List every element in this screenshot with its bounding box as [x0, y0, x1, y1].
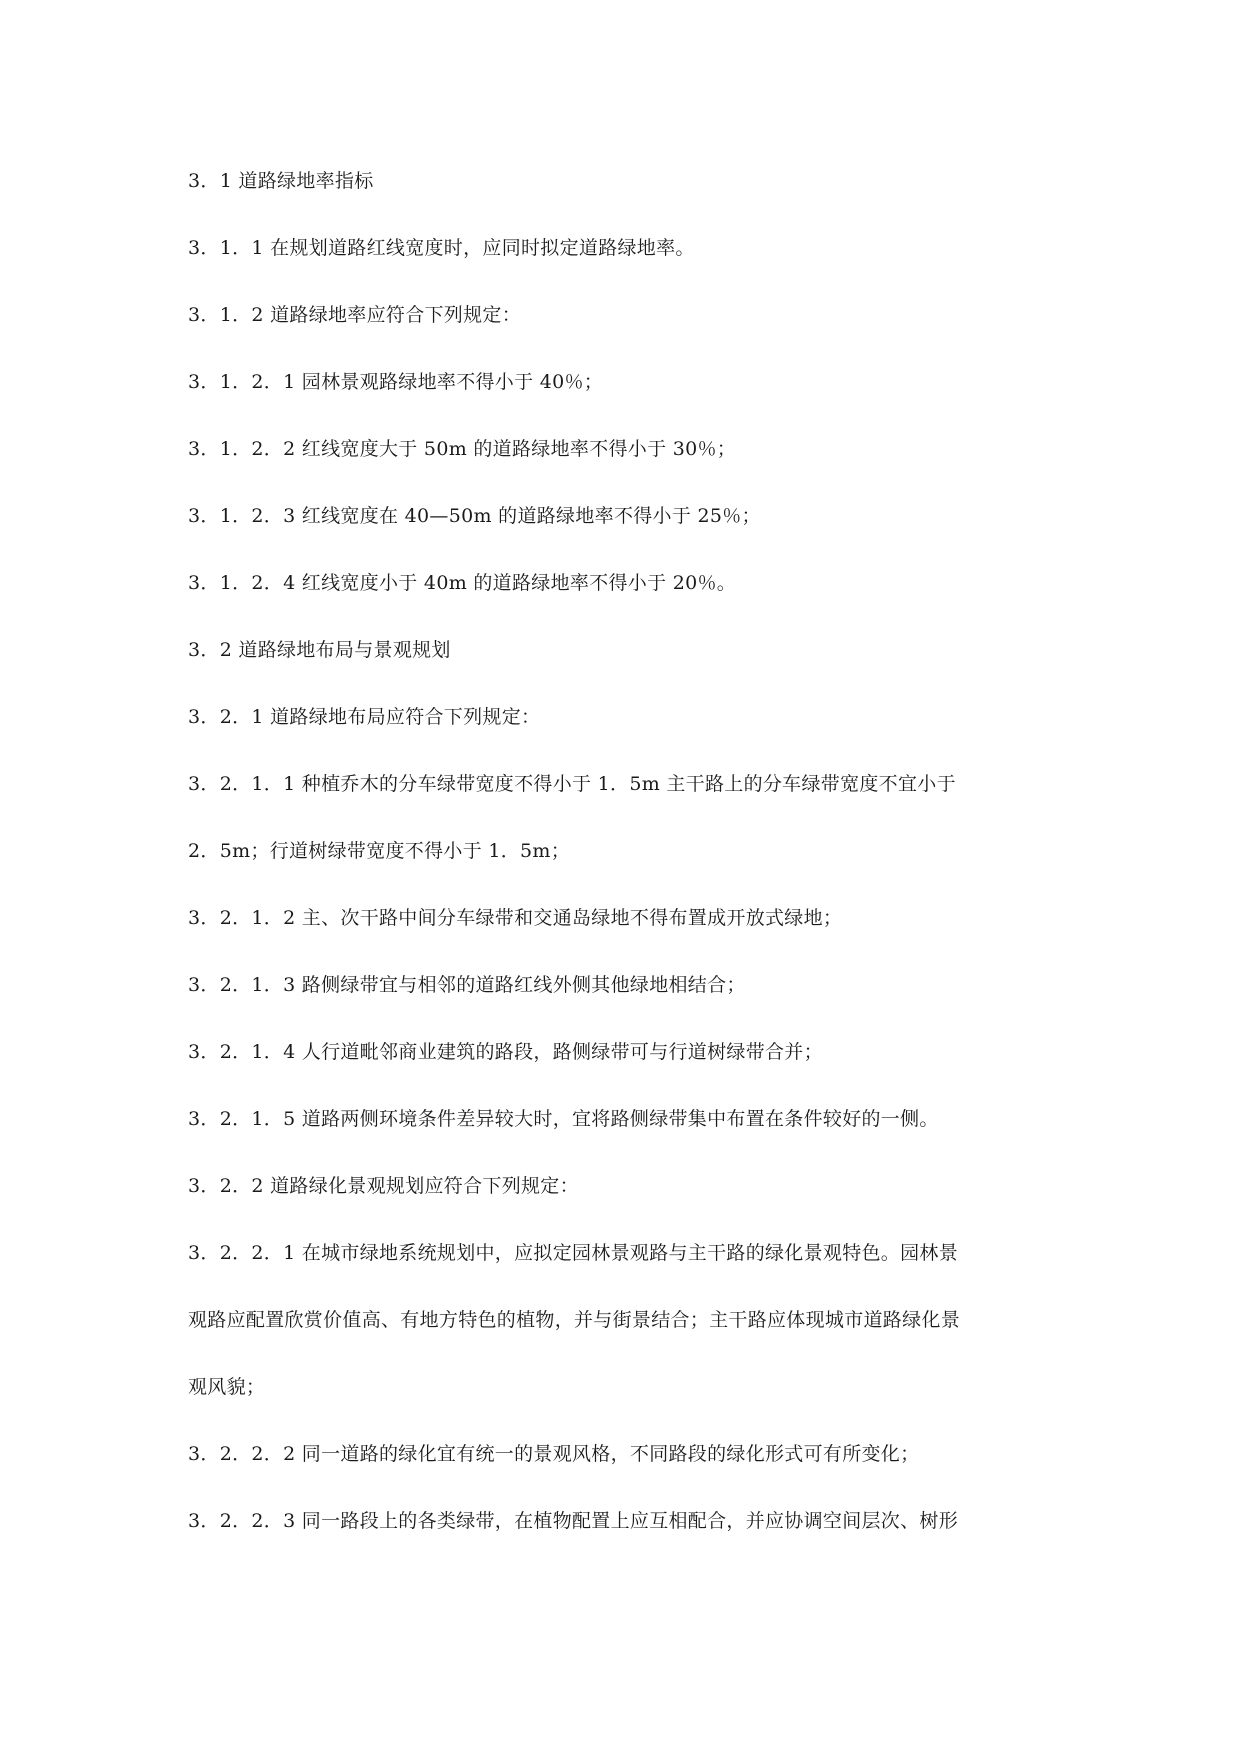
- clause-line: 3．1．2．4 红线宽度小于 40m 的道路绿地率不得小于 20％。: [188, 572, 737, 594]
- clause-line: 3．2．2 道路绿化景观规划应符合下列规定：: [188, 1175, 579, 1197]
- clause-line: 3．2．1．1 种植乔木的分车绿带宽度不得小于 1．5m 主干路上的分车绿带宽度不宜小于: [188, 773, 956, 795]
- clause-line: 3．1．1 在规划道路红线宽度时，应同时拟定道路绿地率。: [188, 237, 695, 259]
- clause-line: 3．2．1．4 人行道毗邻商业建筑的路段，路侧绿带可与行道树绿带合并；: [188, 1041, 823, 1063]
- clause-line: 3．1．2．2 红线宽度大于 50m 的道路绿地率不得小于 30％；: [188, 438, 737, 460]
- clause-line: 3．2．2．3 同一路段上的各类绿带，在植物配置上应互相配合，并应协调空间层次、树形: [188, 1510, 958, 1532]
- clause-continuation: 观风貌；: [188, 1376, 266, 1398]
- clause-continuation: 观路应配置欣赏价值高、有地方特色的植物，并与街景结合；主干路应体现城市道路绿化景: [188, 1309, 961, 1331]
- clause-line: 3．2．2．1 在城市绿地系统规划中，应拟定园林景观路与主干路的绿化景观特色。园林景: [188, 1242, 958, 1264]
- clause-continuation: 2．5m；行道树绿带宽度不得小于 1．5m；: [188, 840, 571, 862]
- clause-line: 3．1．2 道路绿地率应符合下列规定：: [188, 304, 522, 326]
- clause-line: 3．2．1．2 主、次干路中间分车绿带和交通岛绿地不得布置成开放式绿地；: [188, 907, 843, 929]
- clause-line: 3．1．2．1 园林景观路绿地率不得小于 40％；: [188, 371, 604, 393]
- clause-line: 3．2．2．2 同一道路的绿化宜有统一的景观风格，不同路段的绿化形式可有所变化；: [188, 1443, 920, 1465]
- section-heading: 3．2 道路绿地布局与景观规划: [188, 639, 451, 661]
- document-body: [188, 158, 1058, 1565]
- clause-line: 3．2．1 道路绿地布局应符合下列规定：: [188, 706, 541, 728]
- clause-line: 3．2．1．3 路侧绿带宜与相邻的道路红线外侧其他绿地相结合；: [188, 974, 746, 996]
- clause-line: 3．2．1．5 道路两侧环境条件差异较大时，宜将路侧绿带集中布置在条件较好的一侧。: [188, 1108, 939, 1130]
- clause-line: 3．1．2．3 红线宽度在 40—50m 的道路绿地率不得小于 25％；: [188, 505, 761, 527]
- section-heading: 3．1 道路绿地率指标: [188, 170, 374, 192]
